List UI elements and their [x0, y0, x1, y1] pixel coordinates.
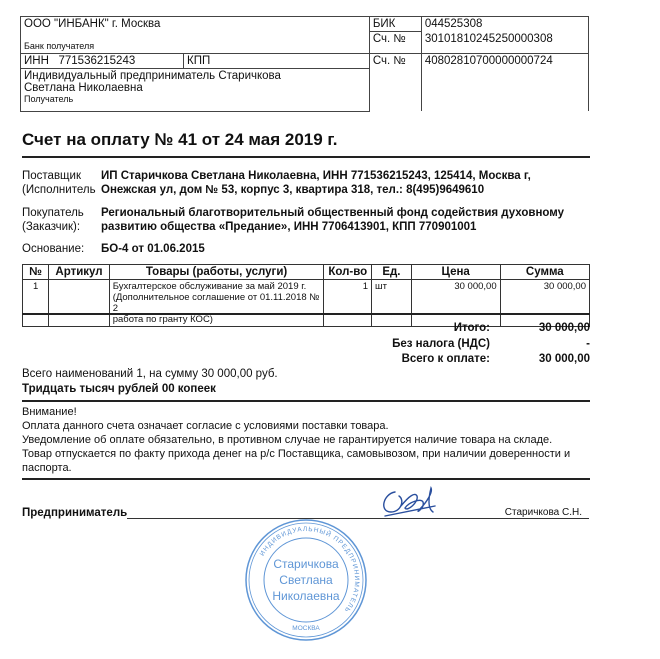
- svg-text:Светлана: Светлана: [279, 573, 333, 587]
- basis-label: Основание:: [22, 243, 85, 255]
- signature-label: Предприниматель: [22, 507, 128, 519]
- items-table: [22, 264, 590, 327]
- pay-label: Всего к оплате:: [401, 353, 490, 365]
- notice-line3: Товар отпускается по факту прихода денег на р/с Поставщика, самовывозом, при наличии доверенности и: [22, 448, 571, 460]
- supplier-line1: ИП Старичкова Светлана Николаевна, ИНН 771536215243, 125414, Москва г,: [101, 170, 531, 182]
- supplier-label-line2: (Исполнитель: [22, 184, 96, 196]
- total-label: Итого:: [453, 322, 490, 334]
- row-num: 1: [23, 280, 49, 327]
- svg-text:МОСКВА: МОСКВА: [292, 625, 320, 632]
- notice-block: [22, 405, 582, 475]
- buyer-label-line2: (Заказчик):: [22, 221, 81, 233]
- bik-value: 044525308: [421, 17, 588, 32]
- row-sum: 30 000,00: [500, 280, 589, 327]
- buyer-line2: развитию общества «Предание», ИНН 7706413901, КПП 770901001: [101, 221, 477, 233]
- col-article: Артикул: [49, 265, 109, 280]
- supplier-line2: Онежская ул, дом № 53, корпус 3, квартира 318, тел.: 8(495)9649610: [101, 184, 485, 196]
- inn-value: 771536215243: [58, 54, 136, 67]
- row-price: 30 000,00: [411, 280, 500, 327]
- supplier-label-line1: Поставщик: [22, 170, 81, 182]
- vat-value: -: [586, 338, 590, 350]
- bik-label: БИК: [369, 17, 421, 32]
- row-qty: 1: [324, 280, 372, 327]
- row-goods: [109, 280, 324, 327]
- buyer-label-line1: Покупатель: [22, 207, 84, 219]
- col-qty: Кол-во: [324, 265, 372, 280]
- account-label: Сч. №: [369, 53, 421, 111]
- items-header-row: [23, 265, 590, 280]
- row-goods-line1: Бухгалтерское обслуживание за май 2019 г.: [112, 281, 307, 292]
- kpp-label: КПП: [187, 54, 211, 67]
- account-value: 40802810700000000724: [421, 53, 588, 111]
- row-unit: шт: [372, 280, 412, 327]
- invoice-title: Счет на оплату № 41 от 24 мая 2019 г.: [22, 130, 338, 149]
- corr-account-label: Сч. №: [369, 32, 421, 54]
- notice-line2: Уведомление об оплате обязательно, в противном случае не гарантируется наличие товара на складе.: [22, 434, 553, 446]
- col-unit: Ед.: [372, 265, 412, 280]
- supplier-label: [22, 169, 98, 197]
- signer-name: Старичкова С.Н.: [504, 507, 582, 518]
- notice-title: Внимание!: [22, 406, 77, 418]
- svg-text:Старичкова: Старичкова: [273, 557, 339, 571]
- summary-rule: [22, 400, 590, 402]
- corr-account-value: 30101810245250000308: [421, 32, 588, 54]
- buyer-details: [101, 206, 581, 234]
- notice-line1: Оплата данного счета означает согласие с условиями поставки товара.: [22, 420, 389, 432]
- pay-value: 30 000,00: [538, 353, 590, 365]
- col-price: Цена: [411, 265, 500, 280]
- svg-text:Николаевна: Николаевна: [272, 589, 340, 603]
- summary-line: Всего наименований 1, на сумму 30 000,00 руб.: [22, 368, 278, 380]
- title-rule: [22, 156, 590, 158]
- stamp-seal: [244, 518, 368, 642]
- notice-line4: паспорта.: [22, 462, 72, 474]
- buyer-label: [22, 206, 98, 234]
- table-bottom-rule: [22, 313, 590, 315]
- vat-label: Без налога (НДС): [392, 338, 490, 350]
- col-sum: Сумма: [500, 265, 589, 280]
- table-row: [23, 280, 590, 327]
- handwritten-signature: [375, 482, 445, 522]
- row-goods-line2: (Дополнительное соглашение от 01.11.2018 № 2: [112, 292, 320, 314]
- bank-name: ООО "ИНБАНК" г. Москва: [21, 17, 370, 32]
- svg-text:ИНДИВИДУАЛЬНЫЙ ПРЕДПРИНИМАТЕЛЬ: ИНДИВИДУАЛЬНЫЙ ПРЕДПРИНИМАТЕЛЬ: [258, 525, 361, 614]
- col-goods: Товары (работы, услуги): [109, 265, 324, 280]
- notice-rule: [22, 478, 590, 480]
- col-num: №: [23, 265, 49, 280]
- total-value: 30 000,00: [538, 322, 590, 334]
- inn-label: ИНН: [24, 54, 49, 67]
- basis-value: БО-4 от 01.06.2015: [101, 243, 205, 255]
- row-article: [49, 280, 109, 327]
- receiver-name-line2: Светлана Николаевна: [24, 81, 143, 94]
- receiver-label: Получатель: [24, 93, 74, 104]
- receiver-name-line1: Индивидуальный предприниматель Старичкова: [24, 69, 281, 82]
- buyer-line1: Региональный благотворительный общественный фонд содействия духовному: [101, 207, 565, 219]
- supplier-details: [101, 169, 581, 197]
- bank-details: [20, 16, 589, 112]
- row-goods-line3: работа по гранту КОС): [112, 314, 213, 325]
- receiver-bank-label: Банк получателя: [24, 40, 95, 51]
- amount-in-words: Тридцать тысяч рублей 00 копеек: [22, 383, 216, 395]
